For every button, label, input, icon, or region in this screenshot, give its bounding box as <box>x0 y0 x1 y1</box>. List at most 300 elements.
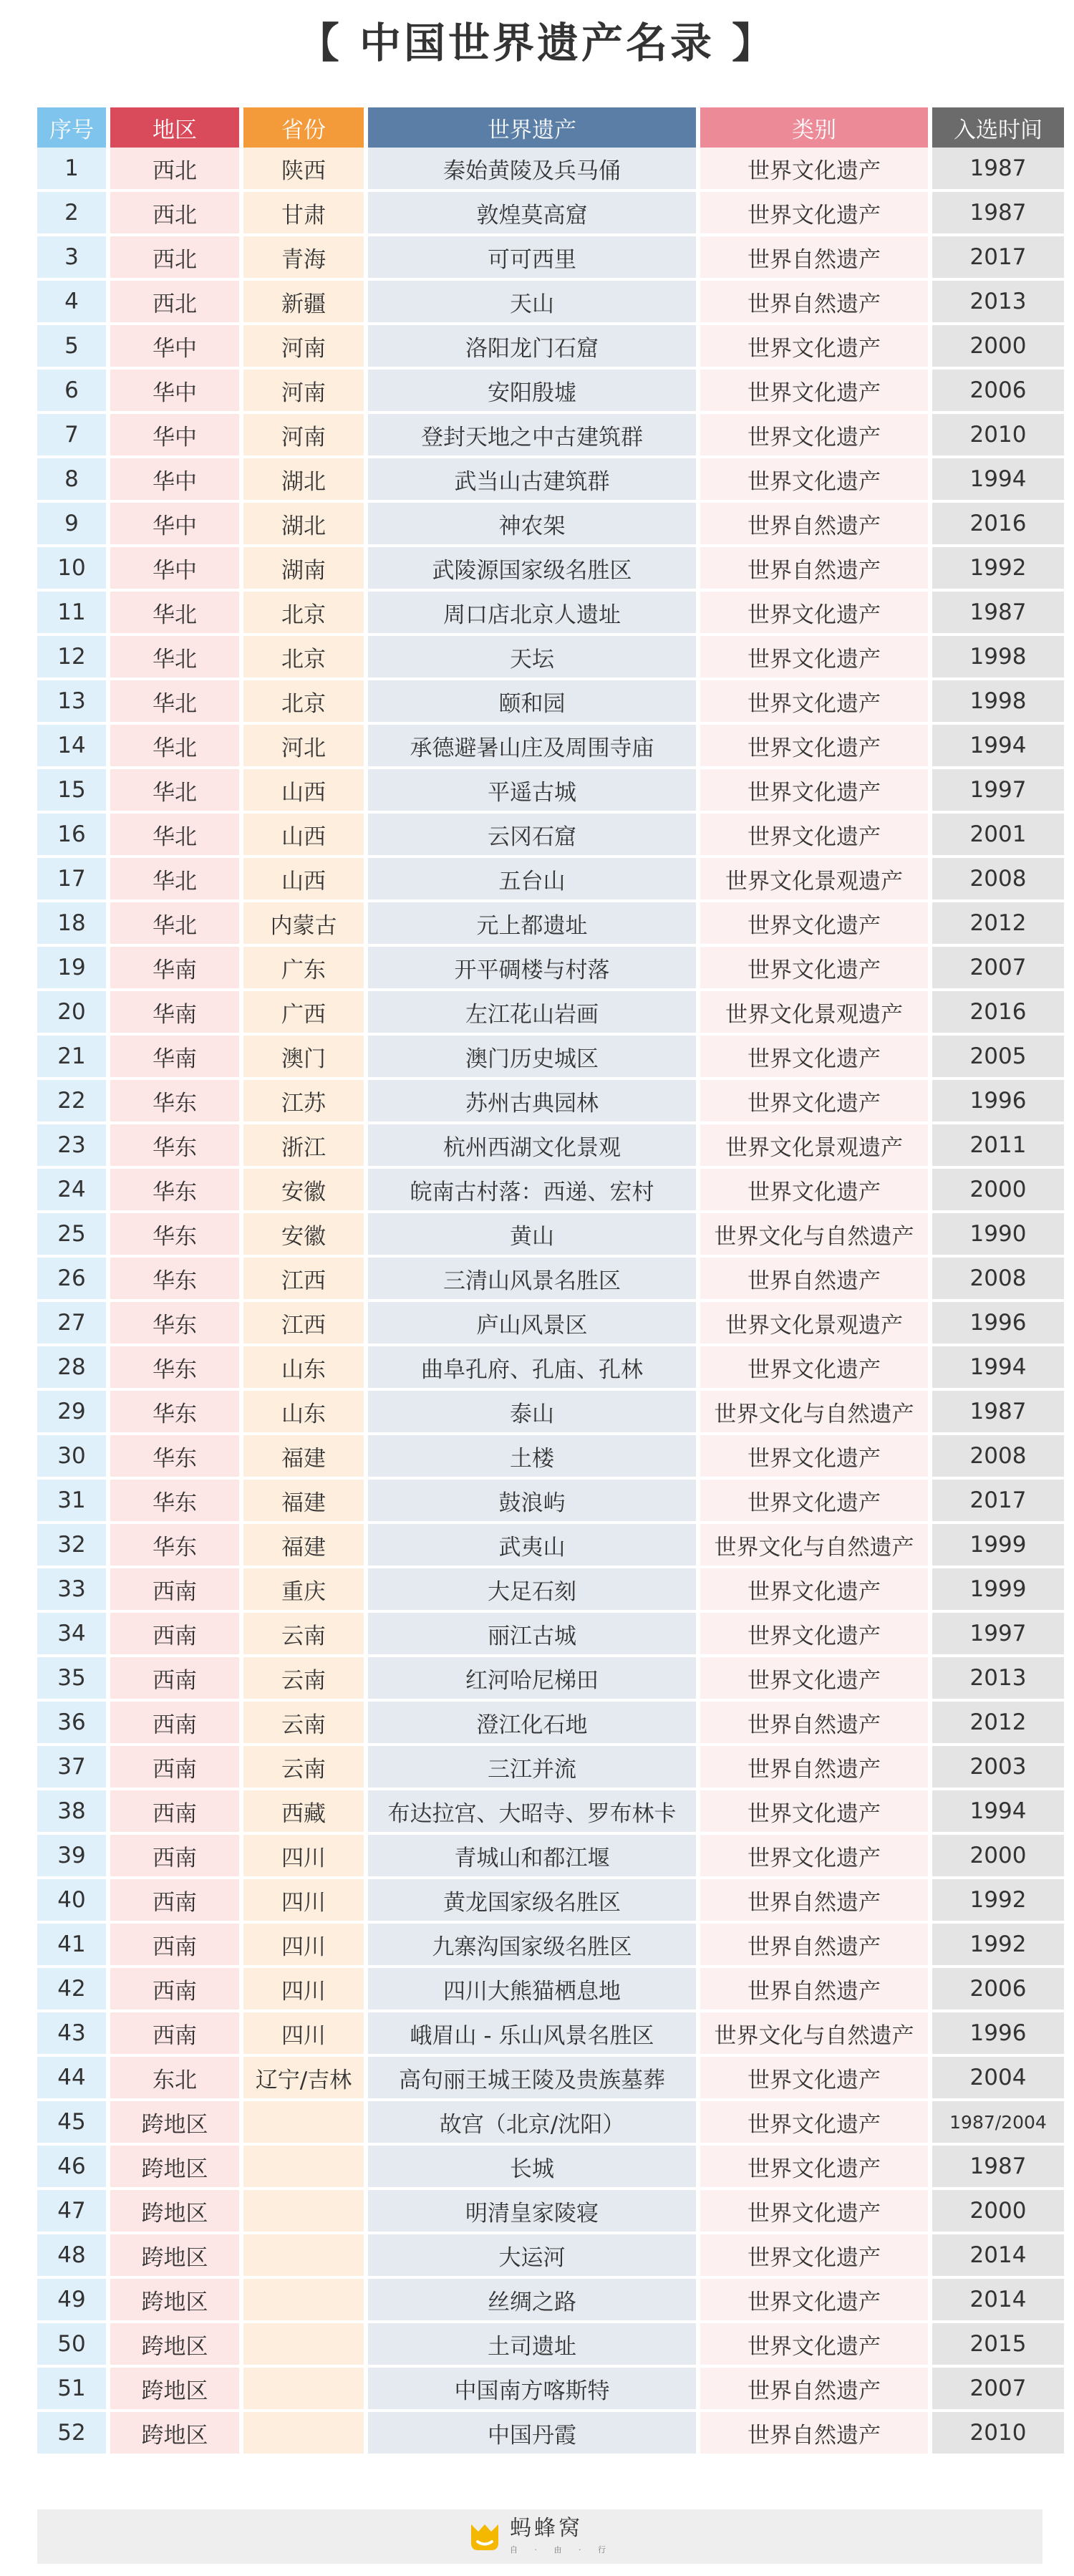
cell-province: 山西 <box>243 858 368 902</box>
cell-category: 世界文化景观遗产 <box>700 991 932 1036</box>
cell-index: 31 <box>37 1480 110 1524</box>
cell-category: 世界自然遗产 <box>700 1924 932 1968</box>
cell-region: 西南 <box>110 1568 243 1613</box>
header-category: 类别 <box>700 107 932 148</box>
footer <box>37 2509 1042 2564</box>
cell-region: 华北 <box>110 636 243 680</box>
cell-province: 四川 <box>243 1879 368 1924</box>
cell-year: 1999 <box>932 1568 1064 1613</box>
table-row <box>37 1835 1064 1879</box>
cell-region: 华北 <box>110 814 243 858</box>
cell-category: 世界文化遗产 <box>700 1657 932 1702</box>
cell-category: 世界文化遗产 <box>700 947 932 991</box>
cell-province <box>243 2368 368 2412</box>
cell-year: 1992 <box>932 547 1064 592</box>
cell-year: 1997 <box>932 1613 1064 1657</box>
table-row <box>37 2279 1064 2323</box>
cell-index: 25 <box>37 1213 110 1258</box>
cell-category: 世界自然遗产 <box>700 1258 932 1302</box>
cell-index: 18 <box>37 902 110 947</box>
cell-heritage: 高句丽王城王陵及贵族墓葬 <box>368 2057 700 2101</box>
table-row <box>37 1169 1064 1213</box>
cell-year: 2016 <box>932 503 1064 547</box>
cell-heritage: 开平碉楼与村落 <box>368 947 700 991</box>
cell-province: 湖北 <box>243 458 368 503</box>
cell-heritage: 丽江古城 <box>368 1613 700 1657</box>
cell-year: 1987 <box>932 148 1064 192</box>
cell-index: 7 <box>37 414 110 458</box>
cell-region: 华北 <box>110 769 243 814</box>
cell-province <box>243 2279 368 2323</box>
cell-heritage: 青城山和都江堰 <box>368 1835 700 1879</box>
cell-index: 21 <box>37 1036 110 1080</box>
cell-category: 世界文化遗产 <box>700 1346 932 1391</box>
table-row <box>37 902 1064 947</box>
cell-province: 山东 <box>243 1346 368 1391</box>
cell-category: 世界文化遗产 <box>700 1480 932 1524</box>
cell-category: 世界文化遗产 <box>700 769 932 814</box>
cell-region: 华东 <box>110 1302 243 1346</box>
cell-province: 河南 <box>243 370 368 414</box>
cell-category: 世界文化遗产 <box>700 414 932 458</box>
table-row <box>37 1080 1064 1124</box>
cell-region: 华北 <box>110 680 243 725</box>
table-row <box>37 192 1064 236</box>
cell-year: 2000 <box>932 325 1064 370</box>
cell-heritage: 皖南古村落：西递、宏村 <box>368 1169 700 1213</box>
table-row <box>37 236 1064 281</box>
cell-heritage: 大足石刻 <box>368 1568 700 1613</box>
brand <box>467 2518 613 2555</box>
cell-index: 23 <box>37 1124 110 1169</box>
cell-index: 48 <box>37 2234 110 2279</box>
cell-index: 34 <box>37 1613 110 1657</box>
cell-heritage: 曲阜孔府、孔庙、孔林 <box>368 1346 700 1391</box>
cell-year: 1996 <box>932 1302 1064 1346</box>
cell-heritage: 承德避暑山庄及周围寺庙 <box>368 725 700 769</box>
cell-index: 27 <box>37 1302 110 1346</box>
cell-region: 跨地区 <box>110 2146 243 2190</box>
cell-region: 华中 <box>110 503 243 547</box>
table-row <box>37 1036 1064 1080</box>
cell-province: 云南 <box>243 1702 368 1746</box>
cell-province: 湖北 <box>243 503 368 547</box>
cell-index: 15 <box>37 769 110 814</box>
table-row <box>37 1124 1064 1169</box>
cell-year: 2003 <box>932 1746 1064 1790</box>
table-row <box>37 2323 1064 2368</box>
cell-region: 华东 <box>110 1080 243 1124</box>
table-row <box>37 1968 1064 2012</box>
cell-index: 12 <box>37 636 110 680</box>
cell-region: 跨地区 <box>110 2323 243 2368</box>
cell-category: 世界文化遗产 <box>700 725 932 769</box>
cell-region: 华东 <box>110 1213 243 1258</box>
cell-category: 世界文化遗产 <box>700 1169 932 1213</box>
cell-region: 华东 <box>110 1124 243 1169</box>
table-row <box>37 2012 1064 2057</box>
cell-index: 40 <box>37 1879 110 1924</box>
heritage-table <box>37 107 1064 2456</box>
cell-category: 世界文化遗产 <box>700 1613 932 1657</box>
cell-index: 30 <box>37 1435 110 1480</box>
cell-province: 陕西 <box>243 148 368 192</box>
cell-year: 2006 <box>932 370 1064 414</box>
cell-year: 2007 <box>932 2368 1064 2412</box>
cell-index: 10 <box>37 547 110 592</box>
cell-category: 世界文化遗产 <box>700 2101 932 2146</box>
mafengwo-logo-icon <box>467 2519 503 2555</box>
cell-heritage: 颐和园 <box>368 680 700 725</box>
cell-region: 西南 <box>110 1879 243 1924</box>
table-row <box>37 1302 1064 1346</box>
cell-category: 世界文化遗产 <box>700 458 932 503</box>
table-row <box>37 547 1064 592</box>
cell-province: 福建 <box>243 1524 368 1568</box>
cell-category: 世界文化遗产 <box>700 370 932 414</box>
cell-heritage: 九寨沟国家级名胜区 <box>368 1924 700 1968</box>
cell-province <box>243 2234 368 2279</box>
cell-category: 世界文化遗产 <box>700 2146 932 2190</box>
brand-tagline: 自 · 由 · 行 <box>510 2545 613 2555</box>
cell-heritage: 鼓浪屿 <box>368 1480 700 1524</box>
table-row <box>37 947 1064 991</box>
cell-index: 9 <box>37 503 110 547</box>
cell-year: 1994 <box>932 1346 1064 1391</box>
cell-heritage: 丝绸之路 <box>368 2279 700 2323</box>
cell-category: 世界自然遗产 <box>700 1968 932 2012</box>
cell-province: 内蒙古 <box>243 902 368 947</box>
cell-heritage: 土司遗址 <box>368 2323 700 2368</box>
cell-index: 5 <box>37 325 110 370</box>
table-row <box>37 2057 1064 2101</box>
cell-heritage: 周口店北京人遗址 <box>368 592 700 636</box>
cell-region: 西南 <box>110 1924 243 1968</box>
table-row <box>37 1790 1064 1835</box>
page-title: 【 中国世界遗产名录 】 <box>297 19 777 67</box>
table-row <box>37 1568 1064 1613</box>
cell-region: 西北 <box>110 148 243 192</box>
cell-region: 华北 <box>110 858 243 902</box>
table-row <box>37 1346 1064 1391</box>
table-row <box>37 2368 1064 2412</box>
cell-category: 世界自然遗产 <box>700 547 932 592</box>
cell-category: 世界自然遗产 <box>700 1879 932 1924</box>
table-row <box>37 281 1064 325</box>
header-region: 地区 <box>110 107 243 148</box>
cell-heritage: 澳门历史城区 <box>368 1036 700 1080</box>
cell-year: 2000 <box>932 2190 1064 2234</box>
cell-province: 山西 <box>243 769 368 814</box>
cell-province: 青海 <box>243 236 368 281</box>
cell-category: 世界文化与自然遗产 <box>700 1391 932 1435</box>
cell-index: 33 <box>37 1568 110 1613</box>
cell-province: 广西 <box>243 991 368 1036</box>
cell-province: 辽宁/吉林 <box>243 2057 368 2101</box>
table-row <box>37 1924 1064 1968</box>
cell-category: 世界文化遗产 <box>700 2190 932 2234</box>
cell-index: 50 <box>37 2323 110 2368</box>
cell-heritage: 中国丹霞 <box>368 2412 700 2456</box>
table-row <box>37 1391 1064 1435</box>
cell-heritage: 左江花山岩画 <box>368 991 700 1036</box>
cell-category: 世界自然遗产 <box>700 2368 932 2412</box>
cell-index: 11 <box>37 592 110 636</box>
table-row <box>37 592 1064 636</box>
cell-category: 世界自然遗产 <box>700 236 932 281</box>
cell-heritage: 布达拉宫、大昭寺、罗布林卡 <box>368 1790 700 1835</box>
cell-category: 世界文化遗产 <box>700 680 932 725</box>
table-row <box>37 1613 1064 1657</box>
cell-region: 华北 <box>110 902 243 947</box>
cell-index: 29 <box>37 1391 110 1435</box>
cell-year: 2001 <box>932 814 1064 858</box>
cell-index: 8 <box>37 458 110 503</box>
cell-year: 2013 <box>932 281 1064 325</box>
table-header-row <box>37 107 1064 148</box>
cell-category: 世界文化遗产 <box>700 1036 932 1080</box>
cell-region: 华东 <box>110 1480 243 1524</box>
cell-index: 39 <box>37 1835 110 1879</box>
cell-year: 1998 <box>932 636 1064 680</box>
cell-year: 2010 <box>932 2412 1064 2456</box>
cell-year: 2000 <box>932 1169 1064 1213</box>
cell-year: 2016 <box>932 991 1064 1036</box>
cell-index: 13 <box>37 680 110 725</box>
cell-year: 1998 <box>932 680 1064 725</box>
cell-category: 世界文化遗产 <box>700 1080 932 1124</box>
cell-category: 世界文化遗产 <box>700 148 932 192</box>
cell-category: 世界自然遗产 <box>700 281 932 325</box>
cell-year: 2015 <box>932 2323 1064 2368</box>
cell-year: 1994 <box>932 725 1064 769</box>
cell-heritage: 中国南方喀斯特 <box>368 2368 700 2412</box>
cell-index: 45 <box>37 2101 110 2146</box>
cell-region: 西南 <box>110 1657 243 1702</box>
cell-year: 2013 <box>932 1657 1064 1702</box>
header-heritage: 世界遗产 <box>368 107 700 148</box>
cell-index: 51 <box>37 2368 110 2412</box>
cell-year: 2000 <box>932 1835 1064 1879</box>
cell-province: 河北 <box>243 725 368 769</box>
cell-province: 山西 <box>243 814 368 858</box>
cell-heritage: 三江并流 <box>368 1746 700 1790</box>
cell-heritage: 可可西里 <box>368 236 700 281</box>
cell-index: 14 <box>37 725 110 769</box>
cell-index: 24 <box>37 1169 110 1213</box>
cell-index: 3 <box>37 236 110 281</box>
table-row <box>37 1746 1064 1790</box>
cell-index: 49 <box>37 2279 110 2323</box>
cell-year: 1987/2004 <box>932 2101 1064 2146</box>
cell-heritage: 黄山 <box>368 1213 700 1258</box>
cell-year: 2004 <box>932 2057 1064 2101</box>
table-row <box>37 2101 1064 2146</box>
cell-province: 江西 <box>243 1258 368 1302</box>
cell-index: 22 <box>37 1080 110 1124</box>
cell-category: 世界文化遗产 <box>700 2234 932 2279</box>
cell-province: 北京 <box>243 680 368 725</box>
cell-province: 云南 <box>243 1746 368 1790</box>
cell-province: 福建 <box>243 1435 368 1480</box>
cell-year: 2014 <box>932 2234 1064 2279</box>
table-row <box>37 370 1064 414</box>
cell-heritage: 武夷山 <box>368 1524 700 1568</box>
cell-category: 世界自然遗产 <box>700 1702 932 1746</box>
cell-heritage: 平遥古城 <box>368 769 700 814</box>
cell-year: 1987 <box>932 2146 1064 2190</box>
cell-index: 43 <box>37 2012 110 2057</box>
cell-heritage: 登封天地之中古建筑群 <box>368 414 700 458</box>
cell-region: 西南 <box>110 1835 243 1879</box>
cell-province: 北京 <box>243 592 368 636</box>
table-row <box>37 458 1064 503</box>
cell-index: 38 <box>37 1790 110 1835</box>
cell-index: 35 <box>37 1657 110 1702</box>
cell-region: 华南 <box>110 1036 243 1080</box>
table-row <box>37 1524 1064 1568</box>
cell-category: 世界文化遗产 <box>700 814 932 858</box>
table-row <box>37 148 1064 192</box>
cell-category: 世界文化遗产 <box>700 1435 932 1480</box>
cell-year: 2012 <box>932 902 1064 947</box>
table-row <box>37 725 1064 769</box>
cell-province: 江西 <box>243 1302 368 1346</box>
table-row <box>37 2412 1064 2456</box>
cell-heritage: 杭州西湖文化景观 <box>368 1124 700 1169</box>
cell-province: 四川 <box>243 1924 368 1968</box>
cell-year: 2008 <box>932 1258 1064 1302</box>
cell-category: 世界自然遗产 <box>700 2412 932 2456</box>
cell-heritage: 神农架 <box>368 503 700 547</box>
cell-index: 16 <box>37 814 110 858</box>
cell-index: 52 <box>37 2412 110 2456</box>
cell-year: 2006 <box>932 1968 1064 2012</box>
cell-province <box>243 2323 368 2368</box>
cell-index: 26 <box>37 1258 110 1302</box>
cell-year: 2012 <box>932 1702 1064 1746</box>
cell-heritage: 武陵源国家级名胜区 <box>368 547 700 592</box>
cell-province: 山东 <box>243 1391 368 1435</box>
cell-year: 1992 <box>932 1924 1064 1968</box>
cell-category: 世界文化遗产 <box>700 2057 932 2101</box>
cell-index: 32 <box>37 1524 110 1568</box>
cell-heritage: 峨眉山 - 乐山风景名胜区 <box>368 2012 700 2057</box>
cell-category: 世界文化景观遗产 <box>700 858 932 902</box>
table-row <box>37 814 1064 858</box>
cell-heritage: 土楼 <box>368 1435 700 1480</box>
cell-province: 浙江 <box>243 1124 368 1169</box>
cell-category: 世界自然遗产 <box>700 503 932 547</box>
cell-year: 1992 <box>932 1879 1064 1924</box>
cell-region: 西南 <box>110 2012 243 2057</box>
table-row <box>37 1702 1064 1746</box>
cell-province: 河南 <box>243 325 368 370</box>
cell-category: 世界文化遗产 <box>700 1568 932 1613</box>
cell-region: 西南 <box>110 1790 243 1835</box>
cell-heritage: 天山 <box>368 281 700 325</box>
cell-province: 湖南 <box>243 547 368 592</box>
cell-category: 世界文化景观遗产 <box>700 1302 932 1346</box>
cell-year: 1987 <box>932 192 1064 236</box>
cell-province: 江苏 <box>243 1080 368 1124</box>
table-row <box>37 2234 1064 2279</box>
cell-category: 世界文化与自然遗产 <box>700 2012 932 2057</box>
cell-heritage: 澄江化石地 <box>368 1702 700 1746</box>
cell-index: 17 <box>37 858 110 902</box>
cell-region: 跨地区 <box>110 2101 243 2146</box>
cell-region: 西南 <box>110 1613 243 1657</box>
cell-province: 北京 <box>243 636 368 680</box>
cell-year: 1987 <box>932 592 1064 636</box>
cell-year: 1996 <box>932 2012 1064 2057</box>
cell-year: 1999 <box>932 1524 1064 1568</box>
cell-region: 华南 <box>110 991 243 1036</box>
table-row <box>37 1258 1064 1302</box>
cell-region: 华北 <box>110 725 243 769</box>
cell-index: 47 <box>37 2190 110 2234</box>
cell-heritage: 五台山 <box>368 858 700 902</box>
cell-index: 46 <box>37 2146 110 2190</box>
cell-province: 四川 <box>243 1835 368 1879</box>
cell-category: 世界文化遗产 <box>700 636 932 680</box>
cell-heritage: 泰山 <box>368 1391 700 1435</box>
cell-province <box>243 2146 368 2190</box>
cell-region: 华北 <box>110 592 243 636</box>
cell-region: 跨地区 <box>110 2190 243 2234</box>
cell-heritage: 四川大熊猫栖息地 <box>368 1968 700 2012</box>
cell-heritage: 敦煌莫高窟 <box>368 192 700 236</box>
cell-province: 云南 <box>243 1657 368 1702</box>
cell-region: 华中 <box>110 370 243 414</box>
cell-province: 四川 <box>243 2012 368 2057</box>
cell-heritage: 安阳殷墟 <box>368 370 700 414</box>
brand-name: 蚂蜂窝 <box>510 2516 583 2541</box>
table-row <box>37 858 1064 902</box>
cell-region: 华中 <box>110 414 243 458</box>
cell-year: 2005 <box>932 1036 1064 1080</box>
cell-province: 澳门 <box>243 1036 368 1080</box>
table-row <box>37 1435 1064 1480</box>
table-row <box>37 325 1064 370</box>
cell-year: 2008 <box>932 858 1064 902</box>
cell-region: 西南 <box>110 1746 243 1790</box>
table-row <box>37 1879 1064 1924</box>
cell-region: 华中 <box>110 547 243 592</box>
cell-region: 华东 <box>110 1346 243 1391</box>
table-row <box>37 503 1064 547</box>
cell-category: 世界文化与自然遗产 <box>700 1524 932 1568</box>
table-row <box>37 680 1064 725</box>
cell-region: 华中 <box>110 458 243 503</box>
cell-region: 华东 <box>110 1169 243 1213</box>
cell-index: 20 <box>37 991 110 1036</box>
cell-region: 华东 <box>110 1435 243 1480</box>
cell-year: 2008 <box>932 1435 1064 1480</box>
brand-text <box>510 2518 613 2555</box>
cell-heritage: 黄龙国家级名胜区 <box>368 1879 700 1924</box>
cell-year: 1996 <box>932 1080 1064 1124</box>
cell-category: 世界文化景观遗产 <box>700 1124 932 1169</box>
cell-region: 东北 <box>110 2057 243 2101</box>
cell-year: 2017 <box>932 1480 1064 1524</box>
cell-heritage: 三清山风景名胜区 <box>368 1258 700 1302</box>
cell-category: 世界文化遗产 <box>700 1790 932 1835</box>
cell-province <box>243 2101 368 2146</box>
cell-region: 跨地区 <box>110 2412 243 2456</box>
cell-category: 世界文化遗产 <box>700 902 932 947</box>
table-row <box>37 2146 1064 2190</box>
